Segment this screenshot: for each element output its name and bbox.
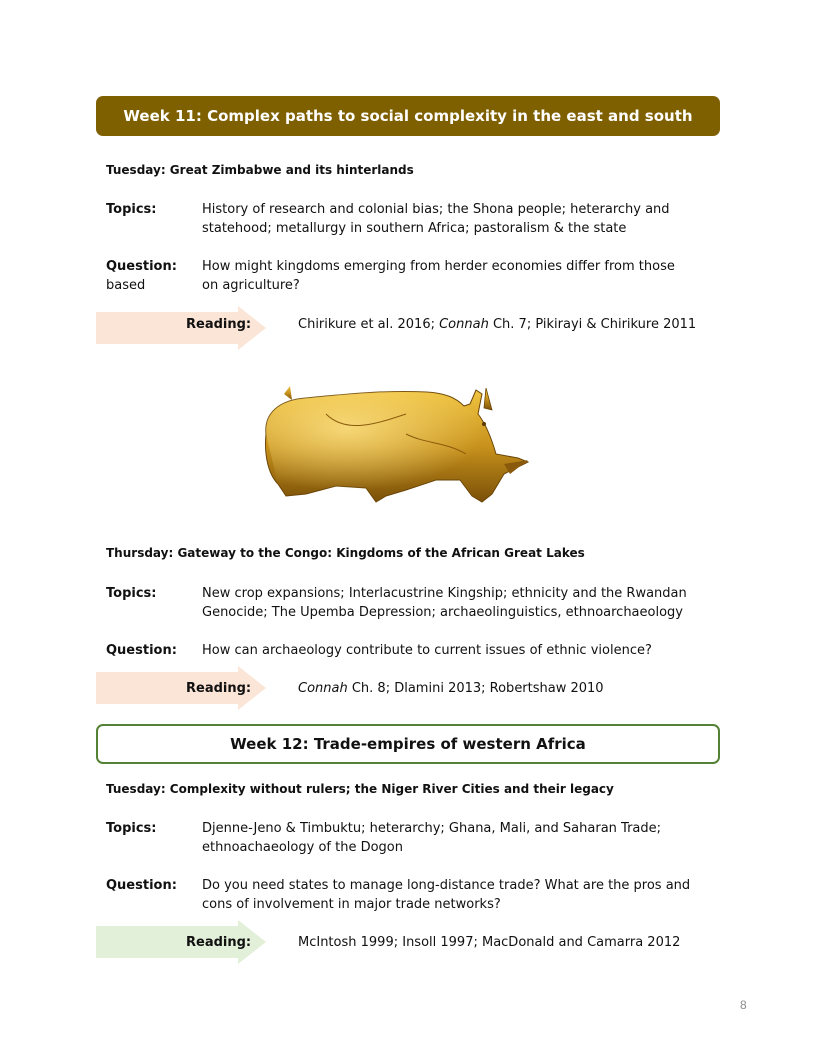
week-12-header xyxy=(96,724,720,764)
week-11-tuesday-title: Tuesday: Great Zimbabwe and its hinterlands xyxy=(106,163,414,177)
topics-line: New crop expansions; Interlacustrine Kingship; ethnicity and the Rwandan xyxy=(202,586,687,601)
week-11-header xyxy=(96,96,720,136)
reading-italic: Connah xyxy=(439,317,489,332)
week-12-tuesday-title: Tuesday: Complexity without rulers; the Niger River Cities and their legacy xyxy=(106,782,614,796)
topics-line: ethnoachaeology of the Dogon xyxy=(202,840,403,855)
page-number: 8 xyxy=(740,998,747,1012)
week-11-thursday-topics xyxy=(202,584,702,622)
reading-text: Ch. 8; Dlamini 2013; Robertshaw 2010 xyxy=(347,681,604,696)
week-11-thursday-title: Thursday: Gateway to the Congo: Kingdoms of the African Great Lakes xyxy=(106,546,585,560)
week-11-tuesday-reading xyxy=(298,317,696,332)
week-11-tuesday-reading-label: Reading: xyxy=(186,317,252,332)
week-11-thursday-reading xyxy=(298,681,604,696)
golden-rhino-icon xyxy=(256,384,536,510)
question-line: cons of involvement in major trade networks? xyxy=(202,897,501,912)
reading-italic: Connah xyxy=(298,681,348,696)
week-12-tuesday-question xyxy=(202,876,702,914)
week-11-thursday-question-label: Question: xyxy=(106,643,177,658)
week-12-tuesday-question-label: Question: xyxy=(106,878,177,893)
week-11-tuesday-topics-label: Topics: xyxy=(106,202,157,217)
week-11-thursday-question xyxy=(202,641,702,660)
week-12-tuesday-topics xyxy=(202,819,702,857)
week-12-tuesday-reading: McIntosh 1999; Insoll 1997; MacDonald and Camarra 2012 xyxy=(298,935,681,950)
week-11-thursday-reading-label: Reading: xyxy=(186,681,252,696)
question-line: How might kingdoms emerging from herder economies differ from those xyxy=(202,259,675,274)
reading-text: Ch. 7; Pikirayi & Chirikure 2011 xyxy=(488,317,697,332)
week-11-tuesday-topics xyxy=(202,200,702,238)
week-12-title: Week 12: Trade-empires of western Africa xyxy=(230,735,586,753)
topics-line: statehood; metallurgy in southern Africa; pastoralism & the state xyxy=(202,221,627,236)
question-line: on agriculture? xyxy=(202,278,300,293)
week-11-tuesday-question xyxy=(202,257,702,295)
question-line: How can archaeology contribute to current issues of ethnic violence? xyxy=(202,643,652,658)
topics-line: History of research and colonial bias; the Shona people; heterarchy and xyxy=(202,202,670,217)
question-line: Do you need states to manage long-distance trade? What are the pros and xyxy=(202,878,691,893)
week-12-tuesday-topics-label: Topics: xyxy=(106,821,157,836)
topics-line: Genocide; The Upemba Depression; archaeolinguistics, ethnoarchaeology xyxy=(202,605,683,620)
topics-line: Djenne-Jeno & Timbuktu; heterarchy; Ghana, Mali, and Saharan Trade; xyxy=(202,821,662,836)
week-11-tuesday-question-sub: based xyxy=(106,278,146,293)
reading-text: Chirikure et al. 2016; xyxy=(298,317,440,332)
week-12-tuesday-reading-label: Reading: xyxy=(186,935,252,950)
week-11-thursday-topics-label: Topics: xyxy=(106,586,157,601)
week-11-title: Week 11: Complex paths to social complexity in the east and south xyxy=(123,107,693,125)
week-11-tuesday-question-label: Question: xyxy=(106,259,177,274)
